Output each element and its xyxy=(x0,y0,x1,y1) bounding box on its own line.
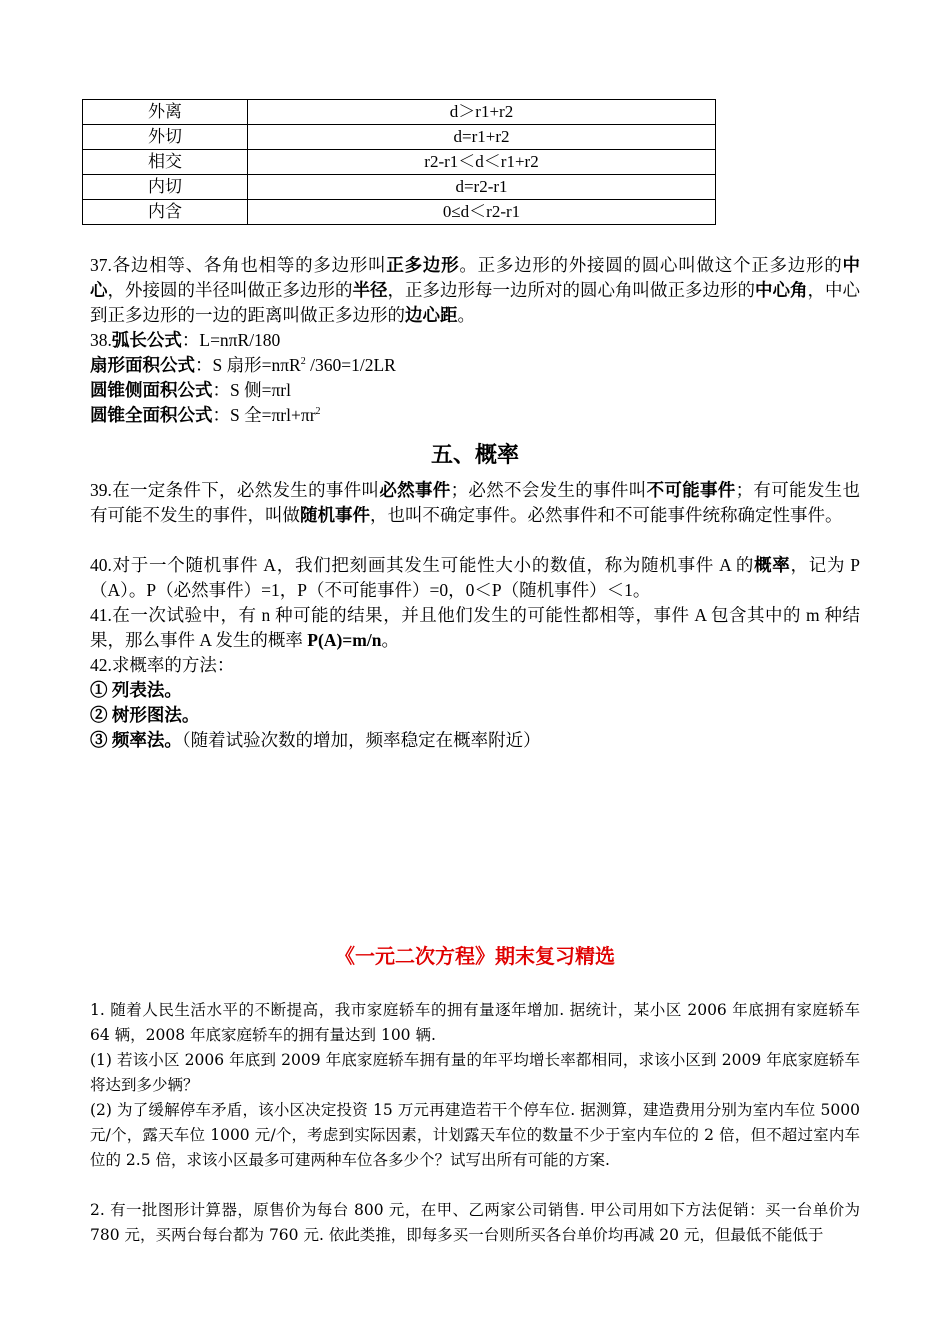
term-apothem: 边心距 xyxy=(405,305,458,325)
question-2 xyxy=(90,1198,860,1248)
cone-lateral-area-label: 圆锥侧面积公式 xyxy=(90,380,213,400)
arc-length-formula: ：L=nπR/180 xyxy=(181,330,281,350)
text: /360=1/2LR xyxy=(305,355,396,375)
item-40 xyxy=(90,553,860,603)
table-row xyxy=(83,175,716,200)
term-random-event: 随机事件 xyxy=(300,505,370,525)
relation-cell: 相交 xyxy=(83,150,248,175)
sector-area-formula: ：S 扇形=nπR xyxy=(195,355,301,375)
text: 。 xyxy=(457,305,475,325)
question-1 xyxy=(90,998,860,1173)
probability-formula: P(A)=m/n xyxy=(307,630,382,650)
cone-total-area-label: 圆锥全面积公式 xyxy=(90,405,213,425)
arc-length-label: 弧长公式 xyxy=(111,330,182,350)
relation-cell: 内切 xyxy=(83,175,248,200)
question-1-part-2: (2) 为了缓解停车矛盾，该小区决定投资 15 万元再建造若干个停车位. 据测算，建造费用分别为室内车位 5000 元/个，露天车位 1000 元/个，考虑到实际因素，计划露天车位的数量不少于室内车位的 2 倍，但不超过室内车位的 2.5 倍，求该小区最多可建两种车位各多少个？试写出所有可能的方案. xyxy=(90,1101,860,1169)
text: 41.在一次试验中，有 n 种可能的结果，并且他们发生的可能性都相等，事件 A 包含其中的 m 种结果，那么事件 A 发生的概率 xyxy=(90,605,860,650)
review-title: 《一元二次方程》期末复习精选 xyxy=(335,944,615,968)
term-radius: 半径 xyxy=(352,280,388,300)
item-39 xyxy=(90,478,860,528)
text: 。 xyxy=(381,630,399,650)
term-center: 中心 xyxy=(90,255,861,300)
condition-cell: d=r2-r1 xyxy=(248,175,716,200)
item-37 xyxy=(90,253,860,328)
superscript: 2 xyxy=(315,406,321,418)
text: ，中心到正多边形的一边的距离叫做正多边形的 xyxy=(90,280,860,325)
section-title: 五、概率 xyxy=(430,443,519,468)
relation-cell: 外离 xyxy=(83,100,248,125)
item-42-title: 42.求概率的方法： xyxy=(90,655,235,675)
condition-cell: r2-r1＜d＜r1+r2 xyxy=(248,150,716,175)
term-impossible-event: 不可能事件 xyxy=(646,480,736,500)
table-row xyxy=(83,125,716,150)
text: 39.在一定条件下，必然发生的事件叫 xyxy=(90,480,380,500)
cone-total-area-formula: ：S 全=πrl+πr xyxy=(212,405,316,425)
cone-lateral-area-formula: ：S 侧=πrl xyxy=(212,380,292,400)
text: ，记为 P（A）。P（必然事件）=1，P（不可能事件）=0，0＜P（随机事件）＜1。 xyxy=(90,555,861,600)
superscript: 2 xyxy=(300,356,306,368)
text: ，外接圆的半径叫做正多边形的 xyxy=(107,280,353,300)
text: ，正多边形每一边所对的圆心角叫做正多边形的 xyxy=(387,280,755,300)
text: 40.对于一个随机事件 A，我们把刻画其发生可能性大小的数值，称为随机事件 A 的 xyxy=(90,555,755,575)
table-row xyxy=(83,150,716,175)
condition-cell: d＞r1+r2 xyxy=(248,100,716,125)
term-probability: 概率 xyxy=(754,555,791,575)
text: ，也叫不确定事件。必然事件和不可能事件统称确定性事件。 xyxy=(370,505,843,525)
sector-area-label: 扇形面积公式 xyxy=(90,355,195,375)
item-41 xyxy=(90,603,860,653)
text: ；有可能发生也有可能不发生的事件，叫做 xyxy=(90,480,860,525)
method-tree-diagram: ② 树形图法。 xyxy=(90,705,200,725)
relation-cell: 外切 xyxy=(83,125,248,150)
method-frequency: ③ 频率法。 xyxy=(90,730,182,750)
circle-relation-table xyxy=(82,99,716,225)
question-2-stem: 2. 有一批图形计算器，原售价为每台 800 元，在甲、乙两家公司销售. 甲公司用如下方法促销：买一台单价为 780 元，买两台每台都为 760 元. 依此类推，即每多买一台则所买各台单价均再减 20 元，但最低不能低于 xyxy=(90,1201,860,1244)
term-regular-polygon: 正多边形 xyxy=(386,255,460,275)
term-certain-event: 必然事件 xyxy=(379,480,451,500)
text: 。正多边形的外接圆的圆心叫做这个正多边形的 xyxy=(459,255,843,275)
item-42 xyxy=(90,653,860,753)
question-1-part-1: (1) 若该小区 2006 年底到 2009 年底家庭轿车拥有量的年平均增长率都相同，求该小区到 2009 年底家庭轿车将达到多少辆？ xyxy=(90,1051,860,1094)
text: 37.各边相等、各角也相等的多边形叫 xyxy=(90,255,387,275)
table-row xyxy=(83,200,716,225)
condition-cell: d=r1+r2 xyxy=(248,125,716,150)
text: ；必然不会发生的事件叫 xyxy=(450,480,647,500)
method-table: ① 列表法。 xyxy=(90,680,182,700)
relation-cell: 内含 xyxy=(83,200,248,225)
text: 38. xyxy=(90,330,112,350)
table-row xyxy=(83,100,716,125)
item-38 xyxy=(90,328,860,428)
method-frequency-note: （随着试验次数的增加，频率稳定在概率附近） xyxy=(181,730,541,750)
question-1-stem: 1. 随着人民生活水平的不断提高，我市家庭轿车的拥有量逐年增加. 据统计，某小区 2006 年底拥有家庭轿车 64 辆，2008 年底家庭轿车的拥有量达到 100 辆. xyxy=(90,1001,860,1044)
term-central-angle: 中心角 xyxy=(755,280,808,300)
condition-cell: 0≤d＜r2-r1 xyxy=(248,200,716,225)
